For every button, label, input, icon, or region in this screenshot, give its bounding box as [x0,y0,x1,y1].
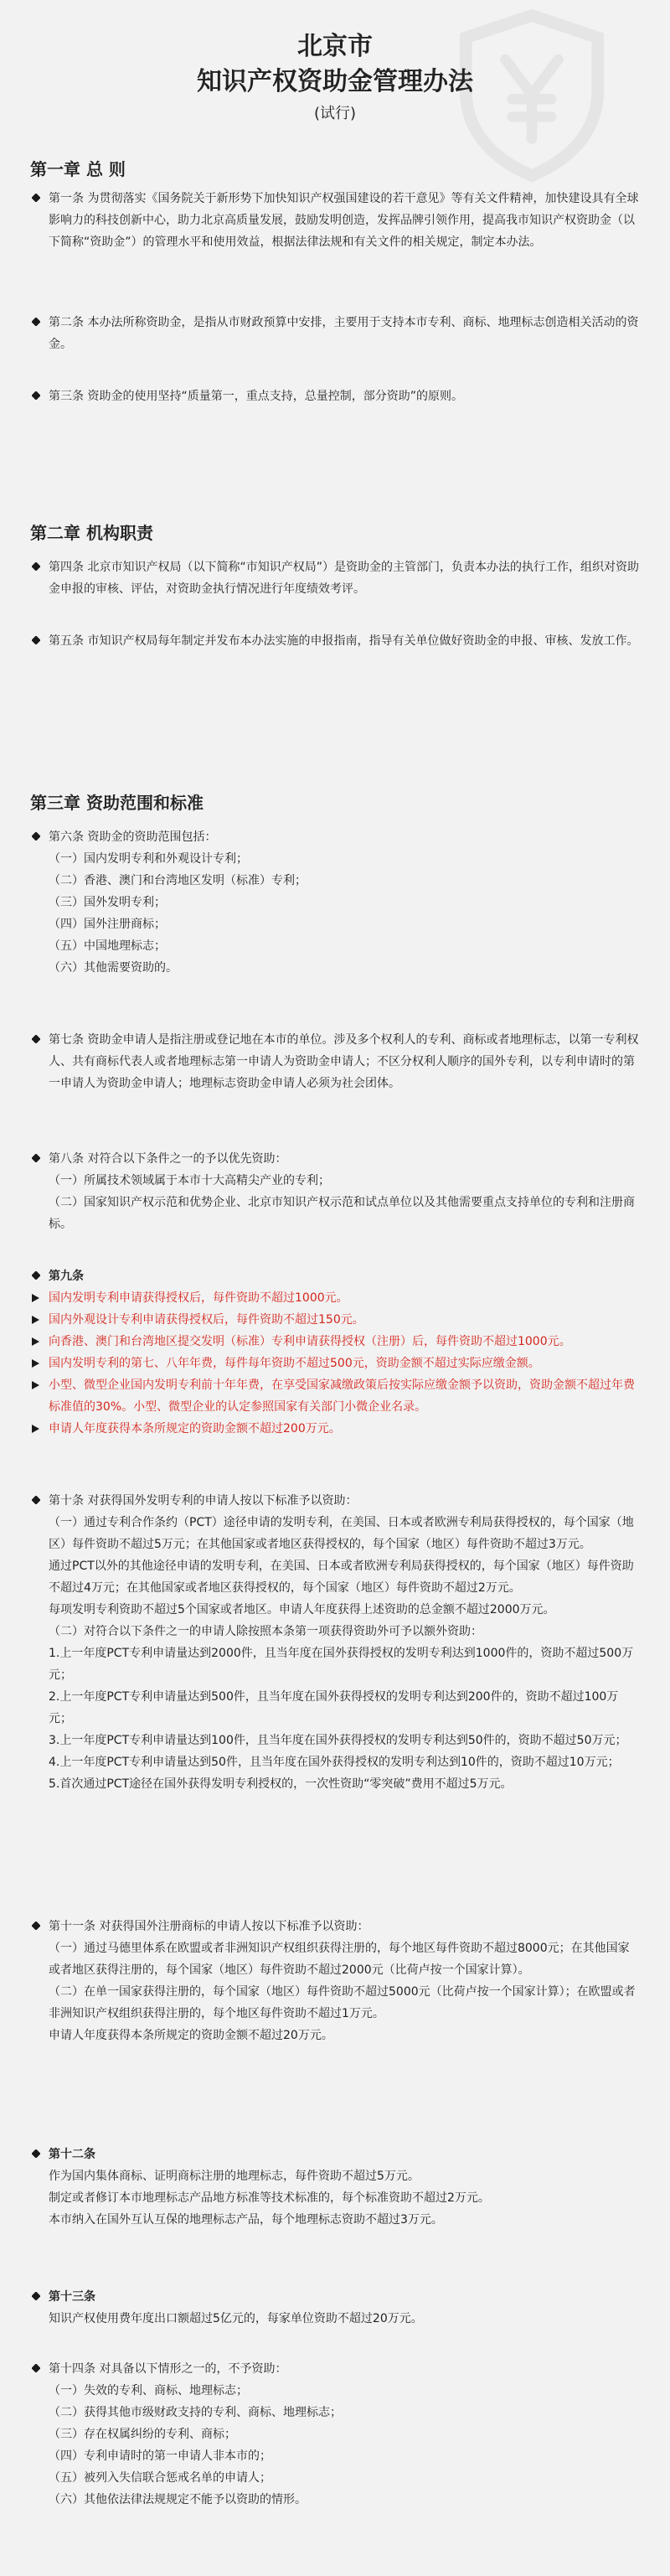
text-line: 3.上一年度PCT专利申请量达到100件，且当年度在国外获得授权的发明专利达到50件的，资助不超过50万元； [49,1734,627,1747]
article-7 [30,1029,640,1094]
list-item: （四）国外注册商标； [49,918,166,931]
list-item: （二）获得其他市级财政支持的专利、商标、地理标志； [49,2406,342,2419]
article-9-title: 第九条 [49,1270,84,1283]
article-12 [30,2144,640,2231]
text-line: 知识产权使用费年度出口额超过5亿元的，每家单位资助不超过20万元。 [49,2312,423,2325]
article-4 [30,556,640,600]
list-item: （一）国内发明专利和外观设计专利； [49,852,248,866]
bullet-icon [32,1154,40,1162]
bullet-icon [32,636,40,644]
bullet-icon [32,2364,40,2372]
text-line: 1.上一年度PCT专利申请量达到2000件，且当年度在国外获得授权的发明专利达到1000件的，资助不超过500万元； [49,1647,634,1682]
list-item: 国内发明专利的第七、八年年费，每件每年资助不超过500元，资助金额不超过实际应缴金额。 [49,1357,540,1370]
article-2-text: 第二条 本办法所称资助金，是指从市财政预算中安排，主要用于支持本市专利、商标、地理标志创造相关活动的资金。 [49,316,639,351]
list-item: （三）存在权属纠纷的专利、商标； [49,2428,236,2441]
article-6 [30,826,640,979]
article-13-title: 第十三条 [49,2290,95,2304]
article-13 [30,2286,640,2330]
bullet-icon [32,1496,40,1504]
text-line: 本市纳入在国外互认互保的地理标志产品，每个地理标志资助不超过3万元。 [49,2213,443,2227]
text-line: （一）通过马德里体系在欧盟或者非洲知识产权组织获得注册的，每个地区每件资助不超过8000元；在其他国家或者地区获得注册的，每个国家（地区）每件资助不超过2000元（比荷卢按一个国家计算）。 [49,1942,630,1977]
chapter-1-heading: 第一章 总 则 [30,159,126,179]
article-9 [30,1265,640,1440]
list-item: 小型、微型企业国内发明专利前十年年费，在享受国家减缴政策后按实际应缴金额予以资助，资助金额不超过年费标准值的30%。小型、微型企业的认定参照国家有关部门小微企业名录。 [49,1379,635,1414]
list-item: （一）失效的专利、商标、地理标志； [49,2384,248,2398]
triangle-bullet-icon [32,1337,39,1346]
article-1 [30,188,640,253]
bullet-icon [32,832,40,841]
bullet-icon [32,562,40,571]
bullet-icon [32,2292,40,2300]
list-item: 向香港、澳门和台湾地区提交发明（标准）专利申请获得授权（注册）后，每件资助不超过1000元。 [49,1335,571,1348]
list-item: （一）所属技术领域属于本市十大高精尖产业的专利； [49,1174,330,1187]
bullet-icon [32,318,40,326]
list-item: （二）国家知识产权示范和优势企业、北京市知识产权示范和试点单位以及其他需要重点支持单位的专利和注册商标。 [49,1196,635,1231]
article-12-title: 第十二条 [49,2148,95,2161]
page-header [0,0,670,126]
article-8 [30,1148,640,1235]
article-11 [30,1916,640,2046]
bullet-icon [32,391,40,400]
text-line: 5.首次通过PCT途径在国外获得发明专利授权的，一次性资助“零突破”费用不超过5万元。 [49,1777,513,1791]
article-3-text: 第三条 资助金的使用坚持“质量第一，重点支持，总量控制，部分资助”的原则。 [49,390,463,403]
article-11-title: 第十一条 对获得国外注册商标的申请人按以下标准予以资助： [49,1920,369,1933]
list-item: （六）其他依法律法规规定不能予以资助的情形。 [49,2493,307,2506]
article-8-title: 第八条 对符合以下条件之一的予以优先资助： [49,1152,287,1166]
article-10-title: 第十条 对获得国外发明专利的申请人按以下标准予以资助： [49,1494,358,1508]
triangle-bullet-icon [32,1316,39,1324]
article-10 [30,1490,640,1795]
triangle-bullet-icon [32,1359,39,1368]
article-14 [30,2358,640,2511]
list-item: （三）国外发明专利； [49,896,166,909]
chapter-3-heading: 第三章 资助范围和标准 [30,793,204,813]
text-line: （一）通过专利合作条约（PCT）途径申请的发明专利，在美国、日本或者欧洲专利局获得授权的，每个国家（地区）每件资助不超过5万元；在其他国家或者地区获得授权的，每个国家（地区）每件资助不超过3万元。 [49,1516,634,1551]
bullet-icon [32,194,40,202]
list-item: （五）中国地理标志； [49,939,166,953]
text-line: 每项发明专利资助不超过5个国家或者地区。申请人年度获得上述资助的总金额不超过2000万元。 [49,1603,555,1616]
article-5 [30,630,640,652]
article-5-text: 第五条 市知识产权局每年制定并发布本办法实施的申报指南，指导有关单位做好资助金的申报、审核、发放工作。 [49,634,639,648]
list-item: 申请人年度获得本条所规定的资助金额不超过200万元。 [49,1422,341,1435]
text-line: 4.上一年度PCT专利申请量达到50件，且当年度在国外获得授权的发明专利达到10件的，资助不超过10万元； [49,1756,620,1769]
chapter-2-heading: 第二章 机构职责 [30,523,153,543]
text-line: 2.上一年度PCT专利申请量达到500件，且当年度在国外获得授权的发明专利达到200件的，资助不超过100万元； [49,1690,619,1725]
article-6-title: 第六条 资助金的资助范围包括： [49,830,217,844]
triangle-bullet-icon [32,1425,39,1433]
page-subtitle: (试行) [313,105,357,122]
bullet-icon [32,1035,40,1043]
text-line: 申请人年度获得本条所规定的资助金额不超过20万元。 [49,2029,333,2042]
article-1-text: 第一条 为贯彻落实《国务院关于新形势下加快知识产权强国建设的若干意见》等有关文件精神，加快建设具有全球影响力的科技创新中心，助力北京高质量发展，鼓励发明创造，发挥品牌引领作用，提高我市知识产权资助金（以下简称“资助金”）的管理水平和使用效益，根据法律法规和有关文件的相关规定，制定本办法。 [49,192,639,249]
page-title-line2: 知识产权资助金管理办法 [197,67,473,96]
article-2 [30,312,640,355]
list-item: 国内外观设计专利申请获得授权后，每件资助不超过150元。 [49,1313,364,1327]
text-line: 作为国内集体商标、证明商标注册的地理标志，每件资助不超过5万元。 [49,2170,420,2183]
bullet-icon [32,1271,40,1280]
article-14-title: 第十四条 对具备以下情形之一的，不予资助： [49,2362,287,2376]
triangle-bullet-icon [32,1294,39,1302]
article-7-text: 第七条 资助金申请人是指注册或登记地在本市的单位。涉及多个权利人的专利、商标或者地理标志，以第一专利权人、共有商标代表人或者地理标志第一申请人为资助金申请人；不区分权利人顺序的国外专利，以专利申请时的第一申请人为资助金申请人；地理标志资助金申请人必须为社会团体。 [49,1033,639,1090]
text-line: （二）对符合以下条件之一的申请人除按照本条第一项获得资助外可予以额外资助： [49,1625,482,1638]
page-title-line1: 北京市 [297,32,373,61]
article-3 [30,385,640,407]
text-line: （二）在单一国家获得注册的，每个国家（地区）每件资助不超过5000元（比荷卢按一个国家计算）；在欧盟或者非洲知识产权组织获得注册的，每个地区每件资助不超过1万元。 [49,1985,636,2020]
text-line: 通过PCT以外的其他途径申请的发明专利，在美国、日本或者欧洲专利局获得授权的，每个国家（地区）每件资助不超过4万元；在其他国家或者地区获得授权的，每个国家（地区）每件资助不超过2万元。 [49,1560,634,1595]
list-item: （二）香港、澳门和台湾地区发明（标准）专利； [49,874,307,887]
text-line: 制定或者修订本市地理标志产品地方标准等技术标准的，每个标准资助不超过2万元。 [49,2191,490,2205]
triangle-bullet-icon [32,1381,39,1389]
list-item: （六）其他需要资助的。 [49,961,178,975]
list-item: 国内发明专利申请获得授权后，每件资助不超过1000元。 [49,1291,348,1305]
bullet-icon [32,2149,40,2158]
article-4-text: 第四条 北京市知识产权局（以下简称“市知识产权局”）是资助金的主管部门，负责本办法的执行工作，组织对资助金申报的审核、评估，对资助金执行情况进行年度绩效考评。 [49,561,639,596]
bullet-icon [32,1922,40,1930]
list-item: （四）专利申请时的第一申请人非本市的； [49,2449,271,2463]
list-item: （五）被列入失信联合惩戒名单的申请人； [49,2471,271,2485]
